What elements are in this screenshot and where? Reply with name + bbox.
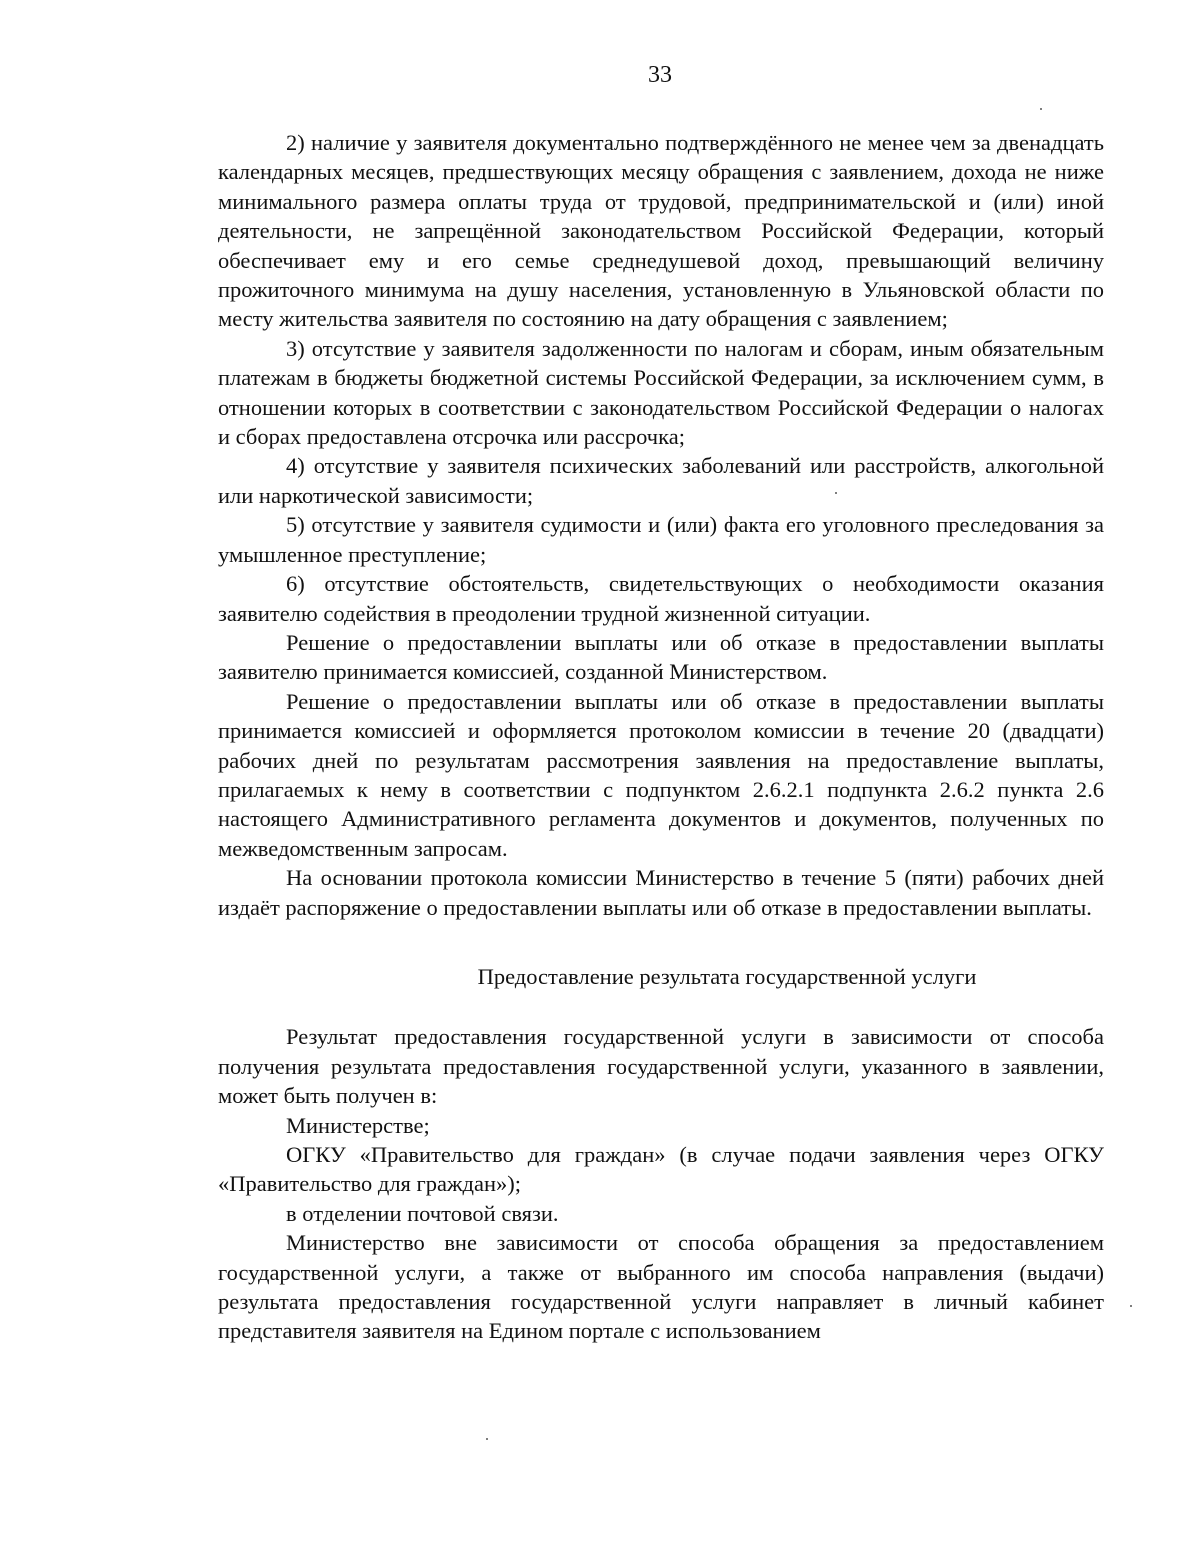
document-body [218,128,1104,1346]
paragraph-item-2: 2) наличие у заявителя документально подтверждённого не менее чем за двенадцать календарных месяцев, предшествующих месяцу обращения с заявлением, дохода не ниже минимального размера оплаты труда от трудовой, предпринимательской и (или) иной деятельности, не запрещённой законодательством Российской Федерации, который обеспечивает ему и его семье среднедушевой доход, превышающий величину прожиточного минимума на душу населения, установленную в Ульяновской области по месту жительства заявителя по состоянию на дату обращения с заявлением; [218,130,1104,332]
paragraph-item-6: 6) отсутствие обстоятельств, свидетельствующих о необходимости оказания заявителю содействия в преодолении трудной жизненной ситуации. [218,571,1104,626]
paragraph-item-3: 3) отсутствие у заявителя задолженности по налогам и сборам, иным обязательным платежам в бюджеты бюджетной системы Российской Федерации, за исключением сумм, в отношении которых в соответствии с законодательством Российской Федерации о налогах и сборах предоставлена отсрочка или рассрочка; [218,335,1104,450]
paragraph-option-post: в отделении почтовой связи. [286,1200,559,1226]
page-number: 33 [648,62,672,88]
paragraph-result-receipt: Результат предоставления государственной услуги в зависимости от способа получения результата предоставления государственной услуги, указанного в заявлении, может быть получен в: [218,1024,1104,1109]
paragraph-commission-decision: Решение о предоставлении выплаты или об отказе в предоставлении выплаты заявителю принимается комиссией, созданной Министерством. [218,629,1104,685]
paragraph-option-ministry: Министерстве; [286,1112,430,1138]
scan-speck [486,1438,488,1440]
scan-speck [835,492,837,494]
paragraph-item-5: 5) отсутствие у заявителя судимости и (или) факта его уголовного преследования за умышленное преступление; [218,512,1104,567]
scan-speck [1040,108,1042,110]
scan-speck [1130,1305,1132,1307]
paragraph-item-4: 4) отсутствие у заявителя психических заболеваний или расстройств, алкогольной или наркотической зависимости; [218,453,1104,508]
paragraph-ministry-order: На основании протокола комиссии Министерство в течение 5 (пяти) рабочих дней издаёт распоряжение о предоставлении выплаты или об отказе в предоставлении выплаты. [218,865,1104,920]
paragraph-option-ogku: ОГКУ «Правительство для граждан» (в случае подачи заявления через ОГКУ «Правительство для граждан»); [218,1142,1104,1197]
section-heading: Предоставление результата государственной услуги [477,963,977,989]
paragraph-personal-account: Министерство вне зависимости от способа обращения за предоставлением государственной услуги, а также от выбранного им способа направления (выдачи) результата предоставления государственной услуги направляет в личный кабинет представителя заявителя на Едином портале с использованием [218,1230,1104,1344]
paragraph-decision-protocol: Решение о предоставлении выплаты или об отказе в предоставлении выплаты принимается комиссией и оформляется протоколом комиссии в течение 20 (двадцати) рабочих дней по результатам рассмотрения заявления на предоставление выплаты, прилагаемых к нему в соответствии с подпунктом 2.6.2.1 подпункта 2.6.2 пункта 2.6 настоящего Административного регламента документов и документов, полученных по межведомственным запросам. [218,688,1104,861]
